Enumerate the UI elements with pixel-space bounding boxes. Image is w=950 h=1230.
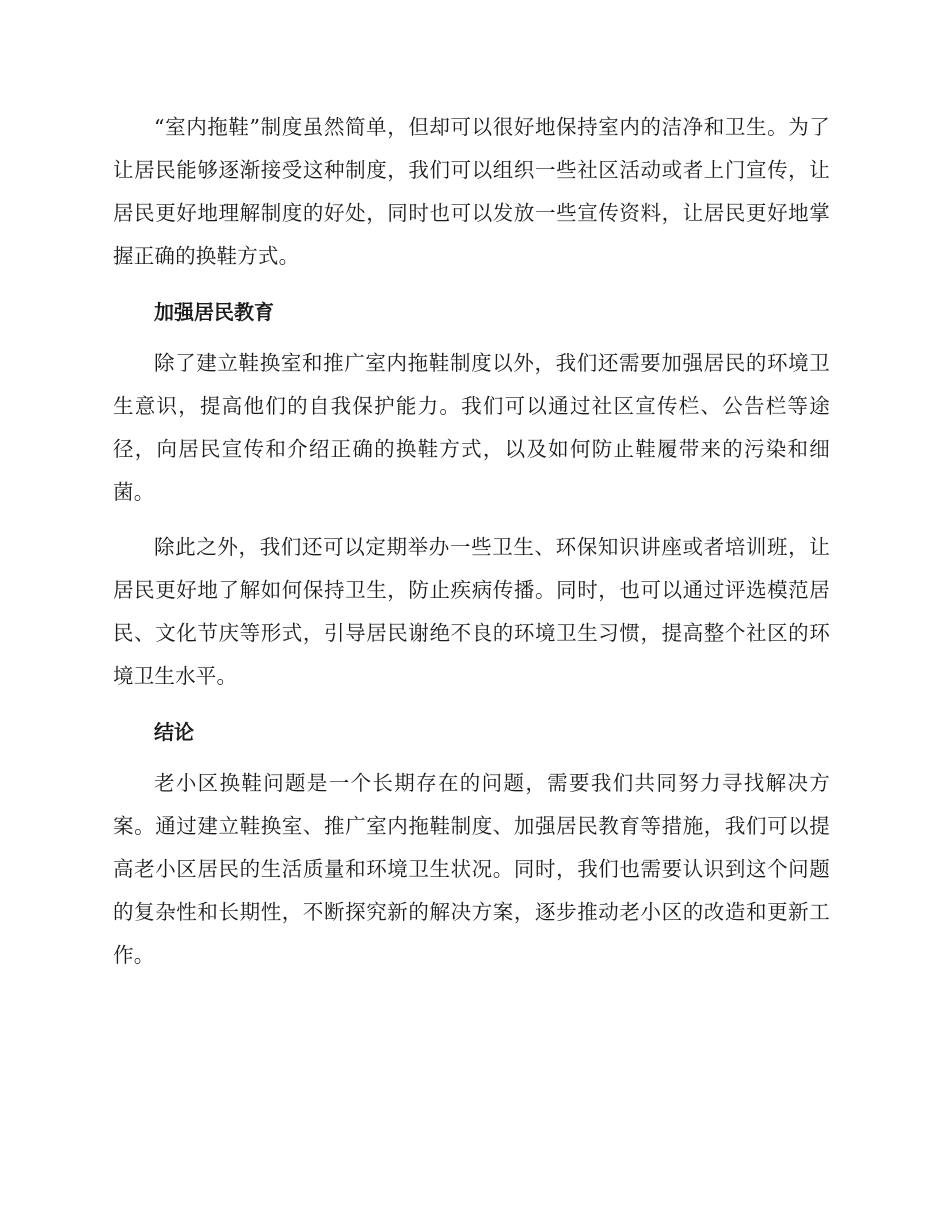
paragraph-conclusion: 老小区换鞋问题是一个长期存在的问题，需要我们共同努力寻找解决方案。通过建立鞋换室、推广室内拖鞋制度、加强居民教育等措施，我们可以提高老小区居民的生活质量和环境卫生状况。同时，我们也需要认识到这个问题的复杂性和长期性，不断探究新的解决方案，逐步推动老小区的改造和更新工作。 xyxy=(113,771,830,967)
paragraph-indoor-slippers: “室内拖鞋”制度虽然简单，但却可以很好地保持室内的洁净和卫生。为了让居民能够逐渐接受这种制度，我们可以组织一些社区活动或者上门宣传，让居民更好地理解制度的好处，同时也可以发放一些宣传资料，让居民更好地掌握正确的换鞋方式。 xyxy=(113,115,830,268)
section-heading-conclusion: 结论 xyxy=(154,720,194,744)
paragraph-lectures: 除此之外，我们还可以定期举办一些卫生、环保知识讲座或者培训班，让居民更好地了解如何保持卫生，防止疾病传播。同时，也可以通过评选模范居民、文化节庆等形式，引导居民谢绝不良的环境卫生习惯，提高整个社区的环境卫生水平。 xyxy=(113,535,830,688)
section-heading-education: 加强居民教育 xyxy=(154,300,274,324)
document-page xyxy=(113,106,830,989)
paragraph-awareness: 除了建立鞋换室和推广室内拖鞋制度以外，我们还需要加强居民的环境卫生意识，提高他们的自我保护能力。我们可以通过社区宣传栏、公告栏等途径，向居民宣传和介绍正确的换鞋方式，以及如何防止鞋履带来的污染和细菌。 xyxy=(113,351,830,504)
